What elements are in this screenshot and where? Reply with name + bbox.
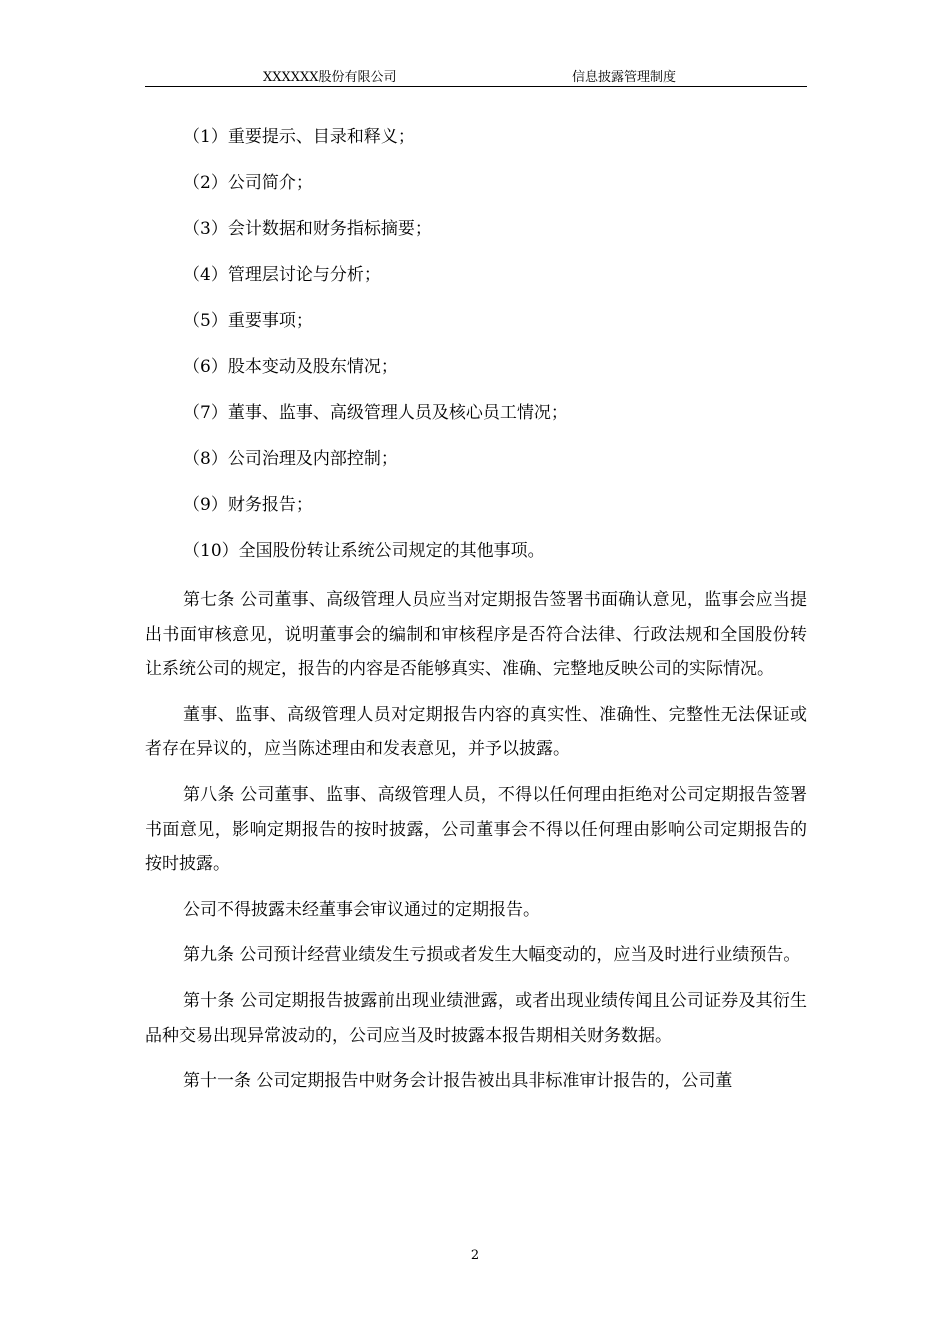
list-item: （10）全国股份转让系统公司规定的其他事项。 — [183, 541, 545, 561]
page-number: 2 — [470, 1248, 480, 1263]
article-7-objection-paragraph: 董事、监事、高级管理人员对定期报告内容的真实性、准确性、完整性无法保证或者存在异议的，应当陈述理由和发表意见，并予以披露。 — [145, 704, 807, 760]
article-9-paragraph: 第九条 公司预计经营业绩发生亏损或者发生大幅变动的，应当及时进行业绩预告。 — [183, 945, 801, 966]
header-company-name: XXXXXX股份有限公司 — [263, 70, 397, 85]
list-item: （5）重要事项； — [183, 311, 313, 331]
article-10-paragraph: 第十条 公司定期报告披露前出现业绩泄露，或者出现业绩传闻且公司证券及其衍生品种交易出现异常波动的，公司应当及时披露本报告期相关财务数据。 — [145, 990, 807, 1046]
list-item: （8）公司治理及内部控制； — [183, 449, 398, 469]
list-item: （9）财务报告； — [183, 495, 313, 515]
list-item: （1）重要提示、目录和释义； — [183, 127, 415, 147]
article-7-paragraph: 第七条 公司董事、高级管理人员应当对定期报告签署书面确认意见，监事会应当提出书面审核意见，说明董事会的编制和审核程序是否符合法律、行政法规和全国股份转让系统公司的规定，报告的内容是否能够真实、准确、完整地反映公司的实际情况。 — [145, 590, 807, 680]
article-8-unapproved-paragraph: 公司不得披露未经董事会审议通过的定期报告。 — [183, 899, 540, 920]
page-header — [145, 62, 807, 87]
article-8-paragraph: 第八条 公司董事、监事、高级管理人员，不得以任何理由拒绝对公司定期报告签署书面意见，影响定期报告的按时披露，公司董事会不得以任何理由影响公司定期报告的按时披露。 — [145, 784, 807, 875]
list-item: （3）会计数据和财务指标摘要； — [183, 219, 432, 239]
list-item: （7）董事、监事、高级管理人员及核心员工情况； — [183, 403, 568, 423]
header-document-title: 信息披露管理制度 — [572, 70, 677, 85]
document-body — [145, 118, 807, 1105]
list-item: （4）管理层讨论与分析； — [183, 265, 381, 285]
list-item: （6）股本变动及股东情况； — [183, 357, 398, 377]
article-11-paragraph: 第十一条 公司定期报告中财务会计报告被出具非标准审计报告的，公司董 — [183, 1071, 733, 1092]
list-item: （2）公司简介； — [183, 173, 313, 193]
